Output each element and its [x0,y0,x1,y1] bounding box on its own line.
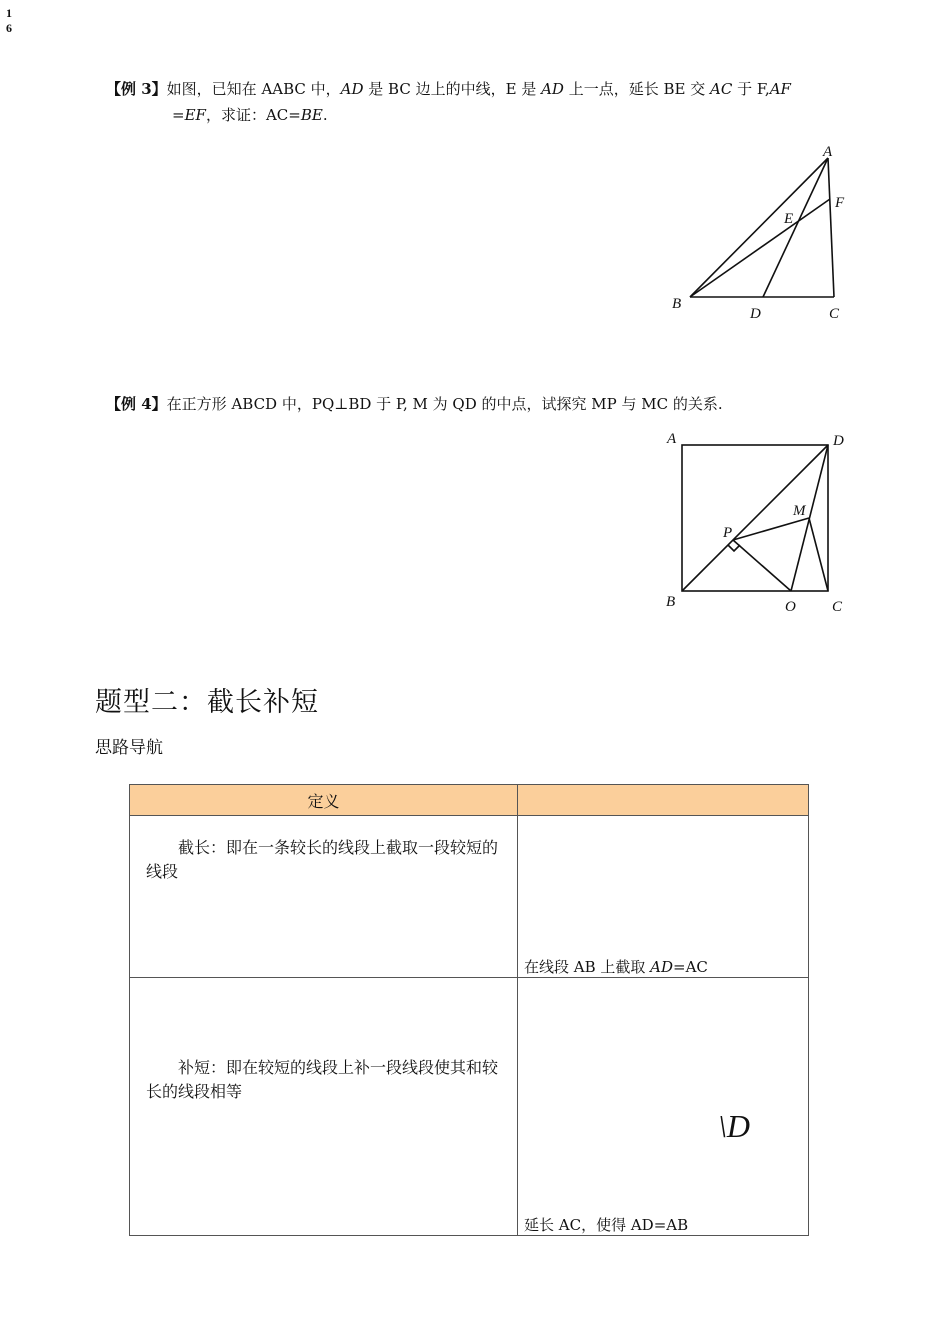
label-A: A [667,431,677,447]
label-M: M [793,503,806,519]
example-3-tag: 【例 3】 [106,80,167,98]
segment-AD [763,158,828,297]
segment-AC [828,158,834,297]
label-B: B [666,594,676,610]
label-Q: O [785,599,796,615]
right-angle-mark [728,545,740,551]
table-row [130,816,809,978]
label-C: C [832,599,843,615]
square-figure [660,425,860,615]
example-4-text: 【例 4】在正方形 ABCD 中，PQ⊥BD 于 P, M 为 QD 的中点，试探究 MP 与 MC 的关系. [106,395,723,413]
definition-table [129,784,809,1236]
subheading: 思路导航 [95,738,163,758]
label-P: P [723,525,733,541]
header-definition: 定义 [130,785,518,816]
label-F: F [835,195,845,211]
label-B: B [672,296,682,312]
caption-cut: 在线段 AB 上截取 AD=AC [524,958,708,976]
triangle-figure [660,140,860,330]
caption-extend: 延长 AC，使得 AD=AB [524,1216,689,1234]
segment-MC [809,518,828,591]
label-A: A [823,144,833,160]
label-C: C [829,306,840,322]
example-3-text: 【例 3】如图，已知在 AABC 中，AD 是 BC 边上的中线，E 是 AD 上一点，延长 BE 交 AC 于 F,AF =EF，求证：AC=BE. [106,80,791,124]
example-4-tag: 【例 4】 [106,395,167,413]
segment-BF [690,199,830,297]
segment-AB [690,158,828,297]
header-empty [518,785,809,816]
label-E: E [784,211,794,227]
figure-fragment: \D [718,1108,750,1144]
diagonal-BD [682,445,828,591]
label-D: D [833,433,844,449]
segment-PQ [733,540,791,591]
table-header-row [130,785,809,816]
section-title: 题型二：截长补短 [95,687,319,718]
page-number: 1 6 [6,6,12,35]
definition-cut: 截长：即在一条较长的线段上截取一段较短的线段 [130,816,518,978]
label-D: D [750,306,761,322]
table-row [130,978,809,1236]
definition-extend: 补短：即在较短的线段上补一段线段使其和较长的线段相等 [130,978,518,1236]
example-cell [518,978,809,1236]
example-cell [518,816,809,978]
